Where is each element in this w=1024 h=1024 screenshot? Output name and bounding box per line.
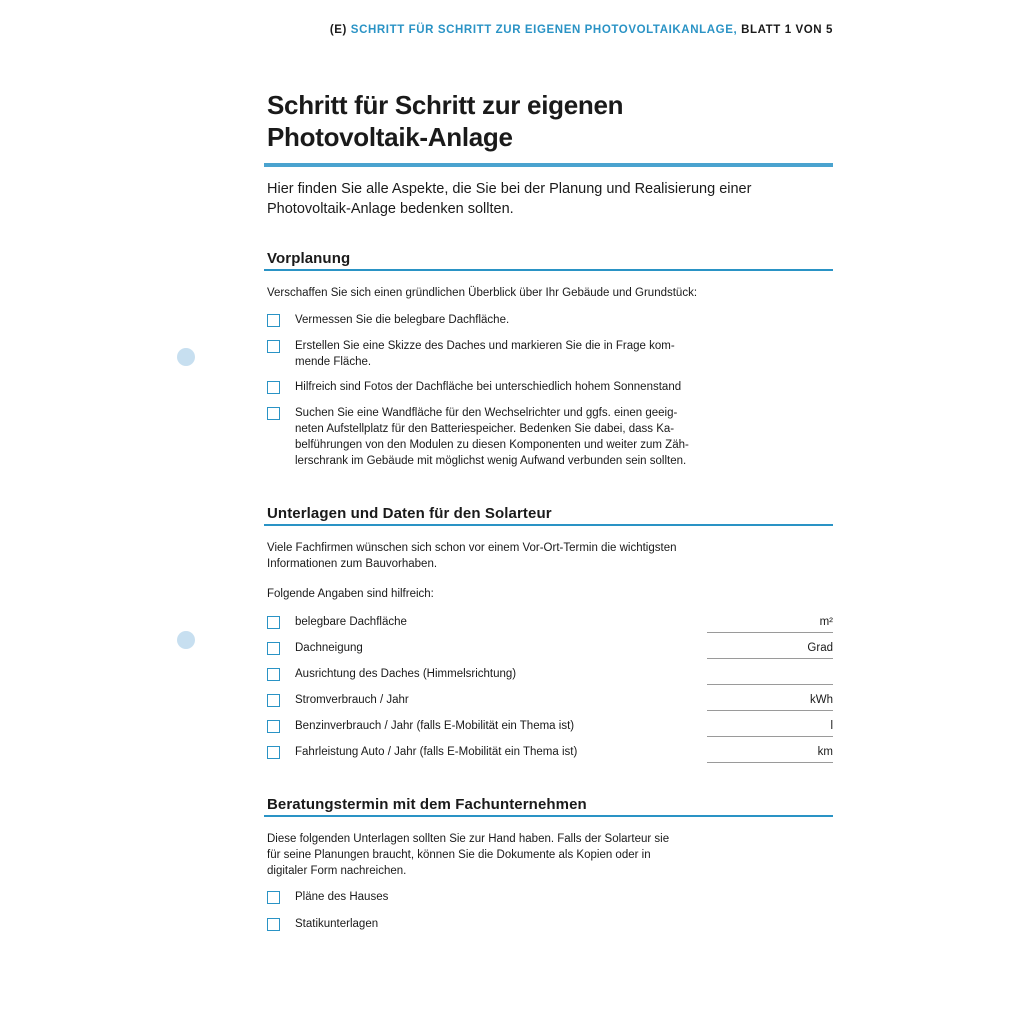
section-heading-beratung: Beratungstermin mit dem Fachunternehmen (267, 796, 587, 813)
checkbox-plaene[interactable] (267, 891, 280, 904)
checkbox-vorplanung-2[interactable] (267, 340, 280, 353)
header-title: SCHRITT FÜR SCHRITT ZUR EIGENEN PHOTOVOLTAIKANLAGE, (350, 24, 738, 36)
input-line-dachflaeche[interactable] (707, 632, 833, 633)
page-title-line1: Schritt für Schritt zur eigenen (267, 90, 624, 120)
checkbox-label (295, 312, 715, 328)
checkbox-benzinverbrauch[interactable] (267, 720, 280, 733)
intro-text (267, 179, 807, 219)
checkbox-label-line: neten Aufstellplatz für den Batteriespeicher. Bedenken Sie dabei, dass Ka- (295, 423, 675, 435)
unit-label: Grad (807, 642, 833, 654)
checkbox-dachneigung[interactable] (267, 642, 280, 655)
unit-label: kWh (810, 694, 833, 706)
punch-hole-top (177, 348, 195, 366)
title-divider (264, 163, 833, 167)
checkbox-label (295, 338, 715, 370)
beratung-lead-line: für seine Planungen braucht, können Sie die Dokumente als Kopien oder in (267, 849, 651, 861)
checkbox-label-line: Suchen Sie eine Wandfläche für den Wechselrichter und ggfs. einen geeig- (295, 407, 678, 419)
punch-hole-bottom (177, 631, 195, 649)
unit-label: km (817, 746, 833, 758)
header-prefix: (E) (329, 24, 347, 36)
checkbox-ausrichtung[interactable] (267, 668, 280, 681)
unterlagen-sub: Folgende Angaben sind hilfreich: (267, 588, 434, 600)
beratung-lead-line: Diese folgenden Unterlagen sollten Sie zur Hand haben. Falls der Solarteur sie (267, 833, 670, 845)
unit-label: m² (819, 616, 833, 628)
section-divider-beratung (264, 815, 833, 817)
section-heading-unterlagen: Unterlagen und Daten für den Solarteur (267, 505, 552, 522)
checkbox-vorplanung-4[interactable] (267, 407, 280, 420)
intro-line1: Hier finden Sie alle Aspekte, die Sie bei der Planung und Realisierung einer (267, 181, 752, 197)
checkbox-label-line: Vermessen Sie die belegbare Dachfläche. (295, 314, 510, 326)
unterlagen-lead-line: Viele Fachfirmen wünschen sich schon vor einem Vor-Ort-Termin die wichtigsten (267, 542, 677, 554)
intro-line2: Photovoltaik-Anlage bedenken sollten. (267, 201, 514, 217)
field-label: belegbare Dachfläche (295, 616, 407, 628)
section-heading-vorplanung: Vorplanung (267, 250, 351, 267)
checkbox-label: Statikunterlagen (295, 918, 379, 930)
checkbox-label-line: Hilfreich sind Fotos der Dachfläche bei unterschiedlich hohem Sonnenstand (295, 381, 682, 393)
unterlagen-lead-line: Informationen zum Bauvorhaben. (267, 558, 438, 570)
beratung-lead-line: digitaler Form nachreichen. (267, 865, 407, 877)
checkbox-statik[interactable] (267, 918, 280, 931)
checkbox-label-line: Erstellen Sie eine Skizze des Daches und markieren Sie die in Frage kom- (295, 340, 675, 352)
vorplanung-lead: Verschaffen Sie sich einen gründlichen Überblick über Ihr Gebäude und Grundstück: (267, 287, 698, 299)
field-label: Benzinverbrauch / Jahr (falls E-Mobilität ein Thema ist) (295, 720, 575, 732)
input-line-ausrichtung[interactable] (707, 684, 833, 685)
page-title (267, 89, 747, 153)
running-header (330, 24, 833, 36)
field-label: Ausrichtung des Daches (Himmelsrichtung) (295, 668, 517, 680)
input-line-stromverbrauch[interactable] (707, 710, 833, 711)
header-sheet-number: BLATT 1 VON 5 (741, 24, 833, 36)
section-divider-unterlagen (264, 524, 833, 526)
input-line-benzinverbrauch[interactable] (707, 736, 833, 737)
checkbox-fahrleistung[interactable] (267, 746, 280, 759)
field-label: Dachneigung (295, 642, 363, 654)
checkbox-label-line: lerschrank im Gebäude mit möglichst wenig Aufwand verbunden sein sollten. (295, 455, 687, 467)
input-line-fahrleistung[interactable] (707, 762, 833, 763)
section-divider-vorplanung (264, 269, 833, 271)
checkbox-vorplanung-1[interactable] (267, 314, 280, 327)
field-label: Stromverbrauch / Jahr (295, 694, 409, 706)
checkbox-label: Pläne des Hauses (295, 891, 389, 903)
unit-label: l (830, 720, 833, 732)
checkbox-label (295, 405, 715, 469)
checkbox-label-line: belführungen von den Modulen zu diesen Komponenten und weiter zum Zäh- (295, 439, 689, 451)
unterlagen-lead (267, 540, 677, 572)
checkbox-vorplanung-3[interactable] (267, 381, 280, 394)
checkbox-dachflaeche[interactable] (267, 616, 280, 629)
page-title-line2: Photovoltaik-Anlage (267, 122, 513, 152)
checkbox-label-line: mende Fläche. (295, 356, 372, 368)
beratung-lead (267, 831, 669, 879)
checkbox-label (295, 379, 715, 395)
input-line-dachneigung[interactable] (707, 658, 833, 659)
field-label: Fahrleistung Auto / Jahr (falls E-Mobilität ein Thema ist) (295, 746, 578, 758)
checkbox-stromverbrauch[interactable] (267, 694, 280, 707)
